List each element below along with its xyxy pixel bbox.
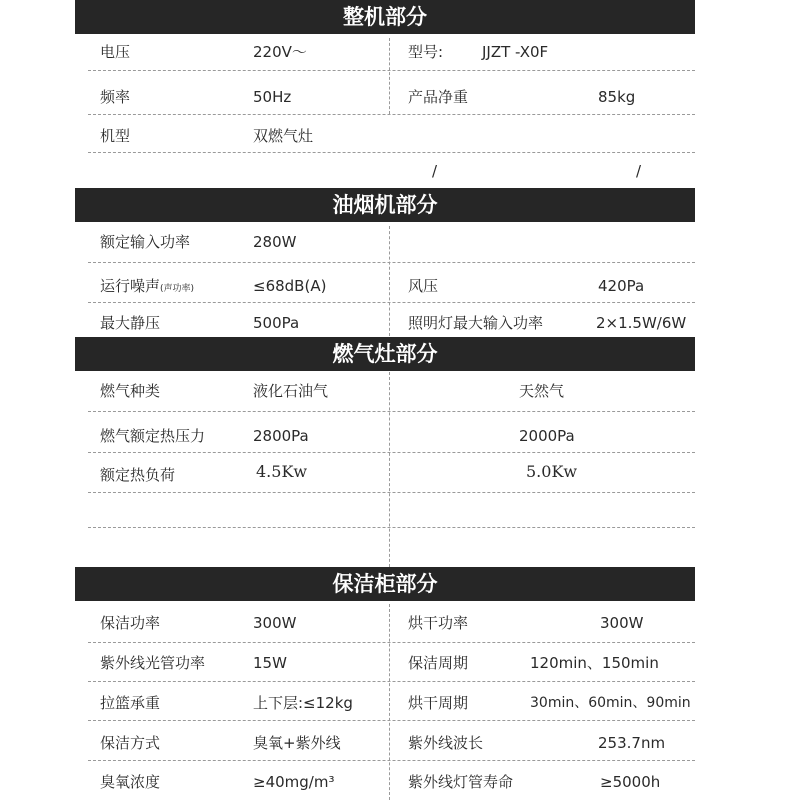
gas-pressure-ng: 2000Pa (519, 427, 575, 445)
gas-pressure-lpg: 2800Pa (253, 427, 309, 445)
machine-type-value: 双燃气灶 (253, 127, 314, 145)
row-divider (88, 527, 695, 528)
column-divider (389, 38, 390, 114)
clean-power-value: 300W (253, 614, 297, 632)
model-label: 型号: (408, 43, 444, 61)
row-divider (88, 642, 695, 643)
section-header-hood: 油烟机部分 (75, 188, 695, 222)
row-divider (88, 262, 695, 263)
ozone-label: 臭氧浓度 (100, 773, 161, 791)
clean-power-label: 保洁功率 (100, 614, 161, 632)
uv-lamp-life-value: ≥5000h (600, 773, 661, 791)
voltage-value: 220V～ (253, 43, 307, 61)
row-divider (88, 720, 695, 721)
noise-value: ≤68dB(A) (253, 277, 327, 295)
gas-pressure-label: 燃气额定热压力 (100, 427, 206, 445)
basket-load-value: 上下层:≤12kg (253, 694, 353, 712)
row-divider (88, 411, 695, 412)
uv-lamp-life-label: 紫外线灯管寿命 (408, 773, 514, 791)
wind-pressure-label: 风压 (408, 277, 439, 295)
row-divider (88, 152, 695, 153)
light-power-value: 2×1.5W/6W (596, 314, 687, 332)
gas-type-lpg: 液化石油气 (253, 382, 329, 400)
noise-label (100, 276, 194, 299)
noise-label-sub: (声功率) (160, 284, 195, 294)
clean-cycle-value: 120min、150min (530, 654, 659, 672)
clean-method-value: 臭氧+紫外线 (253, 734, 341, 752)
noise-label-text: 运行噪声 (100, 277, 161, 295)
row-divider (88, 452, 695, 453)
dry-power-value: 300W (600, 614, 644, 632)
column-divider (389, 226, 390, 336)
dry-cycle-label: 烘干周期 (408, 694, 469, 712)
net-weight-value: 85kg (598, 88, 636, 106)
clean-method-label: 保洁方式 (100, 734, 161, 752)
rated-power-value: 280W (253, 233, 297, 251)
max-static-value: 500Pa (253, 314, 300, 332)
light-power-label: 照明灯最大输入功率 (408, 314, 544, 332)
basket-load-label: 拉篮承重 (100, 694, 161, 712)
frequency-value: 50Hz (253, 88, 292, 106)
ozone-value: ≥40mg/m³ (253, 773, 335, 791)
row-divider (88, 302, 695, 303)
row-divider (88, 492, 695, 493)
wind-pressure-value: 420Pa (598, 277, 645, 295)
model-value: JJZT -X0F (482, 43, 549, 61)
dry-power-label: 烘干功率 (408, 614, 469, 632)
heat-load-ng: 5.0Kw (526, 462, 578, 481)
heat-load-lpg: 4.5Kw (256, 462, 308, 481)
uv-wavelength-label: 紫外线波长 (408, 734, 484, 752)
row-divider (88, 114, 695, 115)
column-divider (389, 604, 390, 800)
voltage-label: 电压 (100, 43, 131, 61)
max-static-label: 最大静压 (100, 314, 161, 332)
row-divider (88, 70, 695, 71)
gas-type-label: 燃气种类 (100, 382, 161, 400)
uv-wavelength-value: 253.7nm (598, 734, 666, 752)
slash-mark: / (432, 162, 438, 180)
slash-mark: / (636, 162, 642, 180)
rated-power-label: 额定输入功率 (100, 233, 191, 251)
uv-power-value: 15W (253, 654, 287, 672)
gas-type-ng: 天然气 (519, 382, 565, 400)
heat-load-label: 额定热负荷 (100, 466, 176, 484)
uv-power-label: 紫外线光管功率 (100, 654, 206, 672)
section-header-machine: 整机部分 (75, 0, 695, 34)
section-header-cabinet: 保洁柜部分 (75, 567, 695, 601)
dry-cycle-value: 30min、60min、90min (530, 695, 691, 711)
section-header-stove: 燃气灶部分 (75, 337, 695, 371)
column-divider (389, 372, 390, 572)
machine-type-label: 机型 (100, 127, 131, 145)
row-divider (88, 760, 695, 761)
frequency-label: 频率 (100, 88, 131, 106)
net-weight-label: 产品净重 (408, 88, 469, 106)
row-divider (88, 681, 695, 682)
clean-cycle-label: 保洁周期 (408, 654, 469, 672)
